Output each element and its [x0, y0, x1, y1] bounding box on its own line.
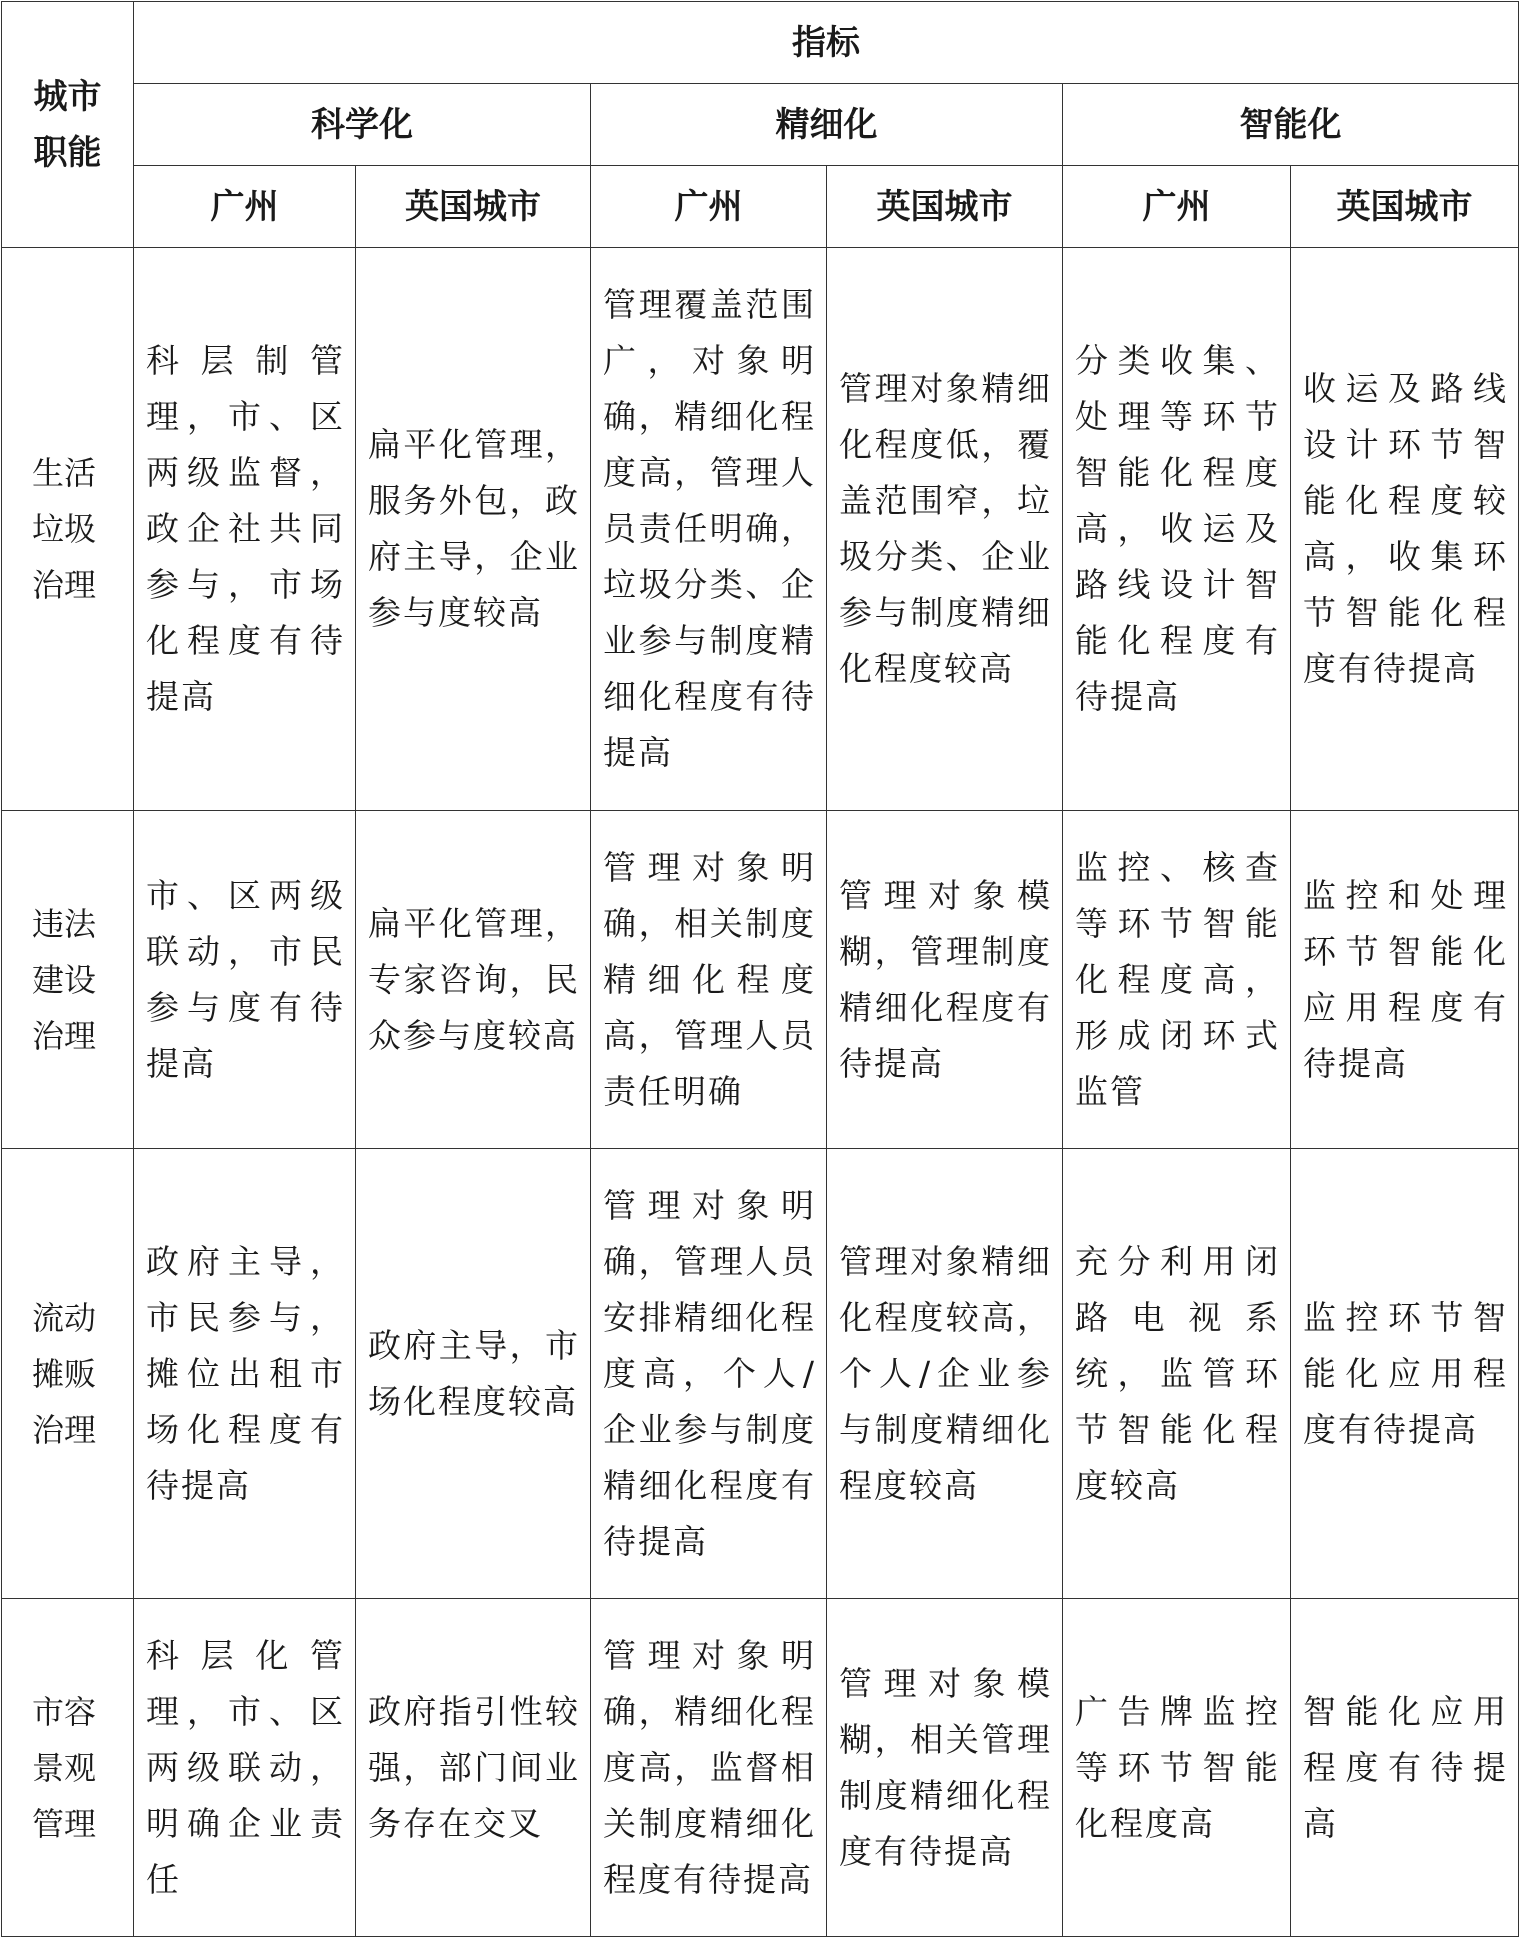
table-row [2, 248, 1519, 811]
row-function-label: 违法 建设 治理 [2, 811, 134, 1149]
table-cell: 智能化应用程度有待提高 [1291, 1599, 1519, 1937]
table-cell: 广告牌监控等环节智能化程度高 [1063, 1599, 1291, 1937]
table-row [2, 1149, 1519, 1599]
table-cell: 管理对象模糊，相关管理制度精细化程度有待提高 [827, 1599, 1063, 1937]
table-cell: 管理对象精细化程度较高，个人/企业参与制度精细化程度较高 [827, 1149, 1063, 1599]
table-cell: 科层制管理，市、区两级监督，政企社共同参与，市场化程度有待提高 [134, 248, 356, 811]
header-city: 广州 [134, 166, 356, 248]
header-group-refined: 精细化 [591, 84, 1063, 166]
header-city: 英国城市 [356, 166, 591, 248]
header-city: 英国城市 [827, 166, 1063, 248]
table-cell: 市、区两级联动，市民参与度有待提高 [134, 811, 356, 1149]
table-cell: 扁平化管理，专家咨询，民众参与度较高 [356, 811, 591, 1149]
table-cell: 政府主导，市民参与，摊位出租市场化程度有待提高 [134, 1149, 356, 1599]
table-row [2, 1599, 1519, 1937]
table-cell: 管理覆盖范围广，对象明确，精细化程度高，管理人员责任明确，垃圾分类、企业参与制度精细化程度有待提高 [591, 248, 827, 811]
header-city: 广州 [1063, 166, 1291, 248]
table-cell: 科层化管理，市、区两级联动，明确企业责任 [134, 1599, 356, 1937]
header-indicator: 指标 [134, 2, 1519, 84]
table-cell: 扁平化管理，服务外包，政府主导，企业参与度较高 [356, 248, 591, 811]
table-cell: 收运及路线设计环节智能化程度较高，收集环节智能化程度有待提高 [1291, 248, 1519, 811]
comparison-table [1, 1, 1519, 1937]
table-cell: 政府指引性较强，部门间业务存在交叉 [356, 1599, 591, 1937]
table-cell: 管理对象明确，管理人员安排精细化程度高，个人/企业参与制度精细化程度有待提高 [591, 1149, 827, 1599]
header-group-intelligent: 智能化 [1063, 84, 1519, 166]
table-row [2, 811, 1519, 1149]
row-function-label: 生活 垃圾 治理 [2, 248, 134, 811]
table-cell: 监控、核查等环节智能化程度高，形成闭环式监管 [1063, 811, 1291, 1149]
table-cell: 监控环节智能化应用程度有待提高 [1291, 1149, 1519, 1599]
table-cell: 管理对象明确，相关制度精细化程度高，管理人员责任明确 [591, 811, 827, 1149]
header-city: 广州 [591, 166, 827, 248]
header-group-scientific: 科学化 [134, 84, 591, 166]
table-cell: 政府主导，市场化程度较高 [356, 1149, 591, 1599]
table-cell: 管理对象明确，精细化程度高，监督相关制度精细化程度有待提高 [591, 1599, 827, 1937]
table-cell: 管理对象精细化程度低，覆盖范围窄，垃圾分类、企业参与制度精细化程度较高 [827, 248, 1063, 811]
header-city-function [2, 2, 134, 248]
table-cell: 分类收集、处理等环节智能化程度高，收运及路线设计智能化程度有待提高 [1063, 248, 1291, 811]
header-corner-text: 城市 职能 [33, 76, 102, 173]
header-city: 英国城市 [1291, 166, 1519, 248]
table-cell: 监控和处理环节智能化应用程度有待提高 [1291, 811, 1519, 1149]
table-cell: 管理对象模糊，管理制度精细化程度有待提高 [827, 811, 1063, 1149]
table-cell: 充分利用闭路电视系统，监管环节智能化程度较高 [1063, 1149, 1291, 1599]
row-function-label: 流动 摊贩 治理 [2, 1149, 134, 1599]
row-function-label: 市容 景观 管理 [2, 1599, 134, 1937]
